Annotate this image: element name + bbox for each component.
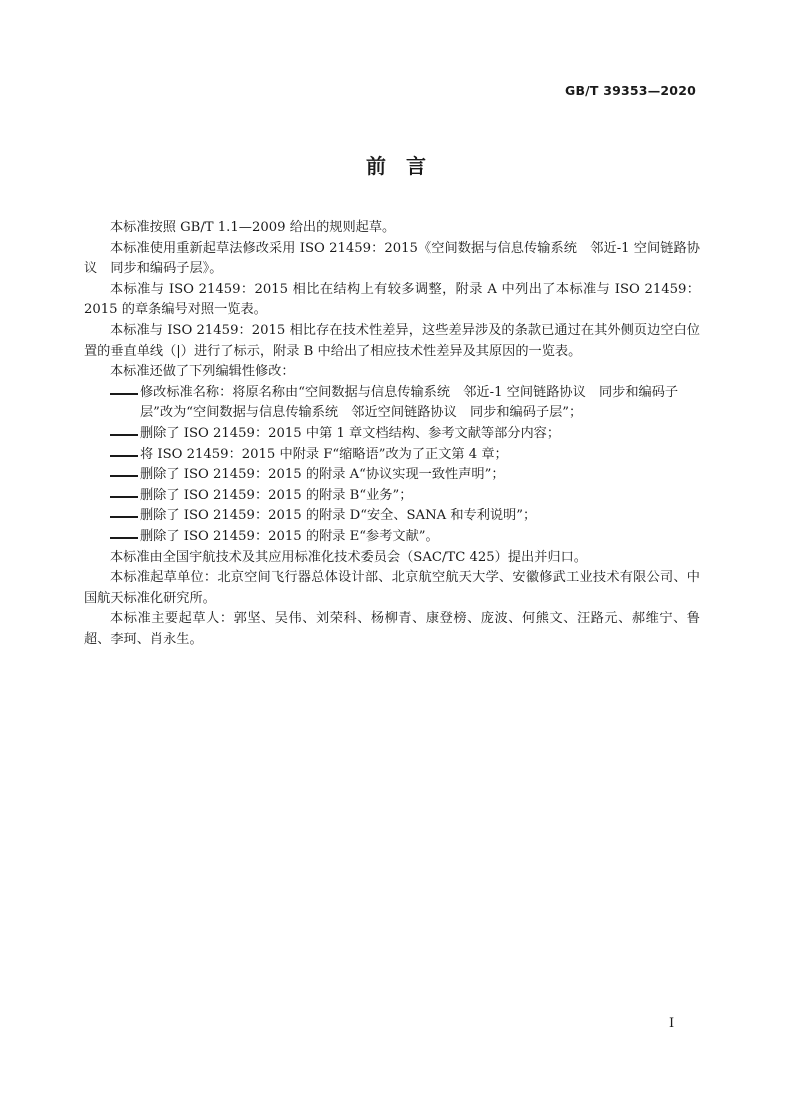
page-title: 前 言 bbox=[366, 154, 426, 178]
list-item bbox=[84, 527, 700, 548]
list-item-text: 将 ISO 21459：2015 中附录 F“缩略语”改为了正文第 4 章； bbox=[140, 446, 508, 462]
list-item bbox=[84, 506, 700, 527]
paragraph-drafting-units: 本标准起草单位：北京空间飞行器总体设计部、北京航空航天大学、安徽修武工业技术有限公司、中国航天标准化研究所。 bbox=[84, 570, 700, 606]
list-item bbox=[84, 445, 700, 466]
page-number: I bbox=[669, 1016, 675, 1031]
list-item-text: 删除了 ISO 21459：2015 的附录 D“安全、SANA 和专利说明”； bbox=[140, 508, 537, 524]
list-item-text: 删除了 ISO 21459：2015 的附录 A“协议实现一致性声明”； bbox=[140, 467, 505, 483]
paragraph-structure-changes: 本标准与 ISO 21459：2015 相比在结构上有较多调整，附录 A 中列出了本标准与 ISO 21459：2015 的章条编号对照一览表。 bbox=[84, 281, 700, 318]
document-body bbox=[84, 218, 700, 650]
list-item bbox=[84, 424, 700, 445]
list-item bbox=[84, 465, 700, 486]
list-item-text: 删除了 ISO 21459：2015 的附录 B“业务”； bbox=[140, 487, 413, 503]
standard-code: GB/T 39353—2020 bbox=[564, 83, 696, 98]
list-item-text: 修改标准名称：将原名称由“空间数据与信息传输系统 邻近-1 空间链路协议 同步和编码子层”改为“空间数据与信息传输系统 邻近空间链路协议 同步和编码子层”； bbox=[140, 384, 679, 421]
list-item-text: 删除了 ISO 21459：2015 中第 1 章文档结构、参考文献等部分内容； bbox=[140, 425, 561, 441]
paragraph-proposer: 本标准由全国宇航技术及其应用标准化技术委员会（SAC/TC 425）提出并归口。 bbox=[110, 549, 587, 565]
paragraph-adoption-method: 本标准使用重新起草法修改采用 ISO 21459：2015《空间数据与信息传输系统 邻近-1 空间链路协议 同步和编码子层》。 bbox=[84, 240, 700, 277]
paragraph-drafters: 本标准主要起草人：郭坚、吴伟、刘荣科、杨柳青、康登榜、庞波、何熊文、汪路元、郝维宁、鲁超、李珂、肖永生。 bbox=[84, 611, 700, 647]
list-item bbox=[84, 383, 700, 424]
paragraph-drafting-rules: 本标准按照 GB/T 1.1—2009 给出的规则起草。 bbox=[110, 220, 396, 235]
paragraph-editorial-intro: 本标准还做了下列编辑性修改： bbox=[110, 364, 295, 380]
list-item bbox=[84, 486, 700, 507]
paragraph-technical-differences: 本标准与 ISO 21459：2015 相比存在技术性差异，这些差异涉及的条款已通过在其外侧页边空白位置的垂直单线（|）进行了标示，附录 B 中给出了相应技术性差异及其原因的一览表。 bbox=[84, 322, 700, 359]
list-item-text: 删除了 ISO 21459：2015 的附录 E“参考文献”。 bbox=[140, 528, 439, 544]
